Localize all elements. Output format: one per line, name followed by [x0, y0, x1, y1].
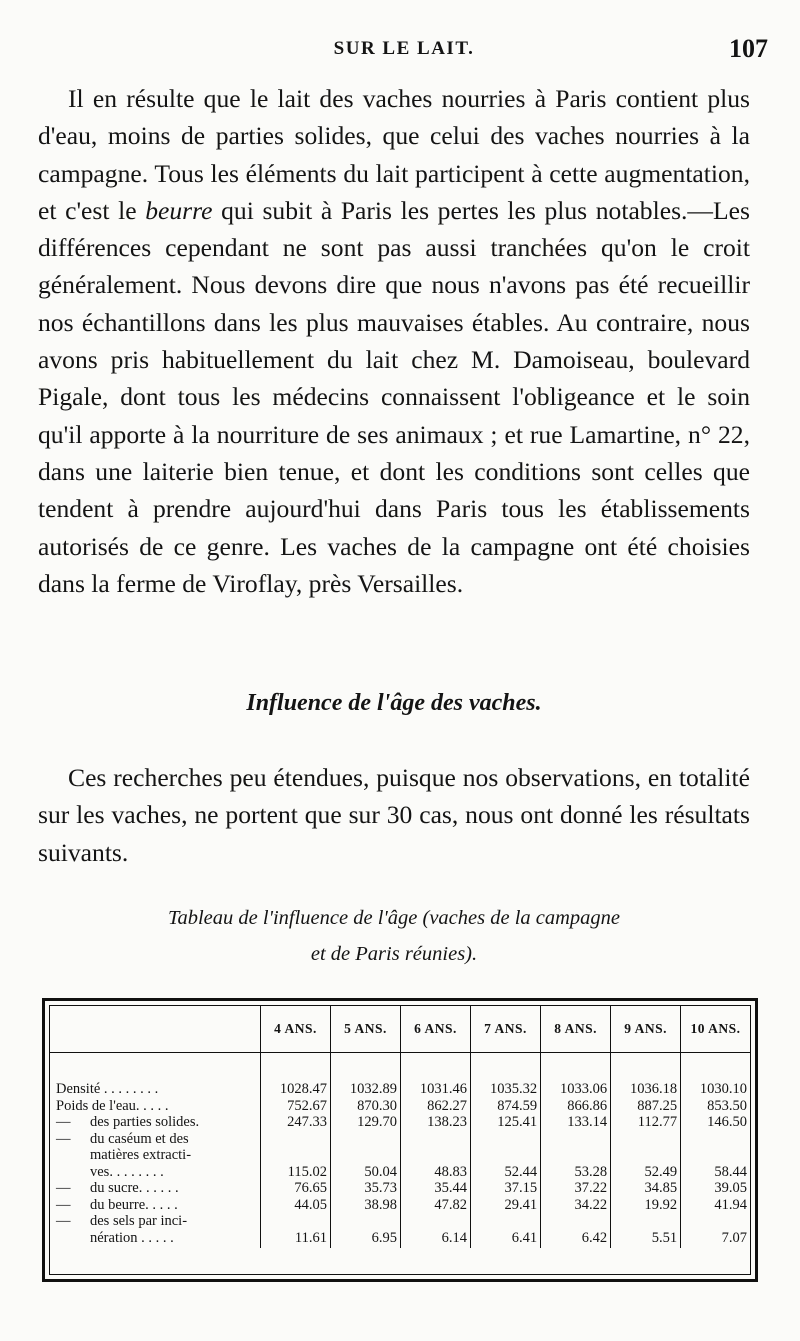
row-label-text: des parties solides. — [90, 1114, 200, 1130]
paragraph-text: qui subit à Paris les pertes les plus notables.—Les différences cependant ne sont pas aussi tranchées qu'on le croit généralement. Nous devons dire que nous n'avons pas été recueillir nos échantillons dans les plus mauvaises étables. Au contraire, nous avons pris habituellement du lait chez M. Damoiseau, boulevard Pigale, dont tous les médecins connaissent l'obligeance et le soin qu'il apporte à la nourriture de ses animaux ; et rue Lamartine, n° 22, dans une laiterie bien tenue, et dont les conditions sont celles que tendent à prendre aujourd'hui dans Paris tous les établissements autorisés de ce genre. Les vaches de la campagne ont été choisies dans la ferme de Viroflay, près Versailles. — [38, 195, 750, 598]
table-cell: 862.27 — [401, 1098, 471, 1115]
table-cell: 37.22 — [541, 1180, 611, 1197]
table-cell: 34.22 — [541, 1197, 611, 1214]
section-heading: Influence de l'âge des vaches. — [246, 690, 542, 716]
table-cell: 35.73 — [331, 1180, 401, 1197]
table-cell: 5.51 — [611, 1213, 681, 1248]
table-cell: 6.42 — [541, 1213, 611, 1248]
table-cell: 39.05 — [681, 1180, 750, 1197]
row-label-text: ves. . . . . . . . — [90, 1163, 164, 1180]
table-cell: 1036.18 — [611, 1081, 681, 1098]
table-cell: 752.67 — [261, 1098, 331, 1115]
paragraph-text: Il en résulte que le lait des vaches nourries à Paris contient plus d'eau, moins de parties solides, que celui des vaches nourries à la campagne. Tous les éléments du lait participent à cette augmentation, et c'est le — [38, 84, 750, 225]
table-cell: 874.59 — [471, 1098, 541, 1115]
row-label-text: nération . . . . . — [90, 1229, 174, 1246]
table-cell: 1031.46 — [401, 1081, 471, 1098]
table-caption-line: et de Paris réunies). — [310, 943, 478, 965]
table-spacer-row — [50, 1053, 750, 1082]
table-cell: 6.14 — [401, 1213, 471, 1248]
table-cell: 7.07 — [681, 1213, 750, 1248]
table-cell: 247.33 — [261, 1114, 331, 1131]
row-label-text: du beurre. . . . . — [90, 1196, 178, 1213]
table-cell: 129.70 — [331, 1114, 401, 1131]
row-dash: — — [56, 1196, 71, 1213]
table-row-sels — [50, 1213, 750, 1248]
row-dash: — — [56, 1130, 71, 1147]
row-label — [50, 1213, 261, 1248]
age-influence-table — [50, 1006, 750, 1248]
table-cell: 870.30 — [331, 1098, 401, 1115]
paragraph-recherches: Ces recherches peu étendues, puisque nos observations, en totalité sur les vaches, ne portent que sur 30 cas, nous ont donné les résultats suivants. — [38, 763, 750, 867]
table-cell: 35.44 — [401, 1180, 471, 1197]
table-caption-line: Tableau de l'influence de l'âge (vaches de la campagne — [167, 907, 621, 929]
table-cell: 146.50 — [681, 1114, 750, 1131]
table-cell: 1033.06 — [541, 1081, 611, 1098]
row-dash: — — [56, 1114, 71, 1130]
table-inner-border — [49, 1005, 751, 1275]
table-row-caseum — [50, 1131, 750, 1181]
header-cell: 8 ANS. — [541, 1006, 611, 1053]
table-cell: 41.94 — [681, 1197, 750, 1214]
header-cell: 6 ANS. — [401, 1006, 471, 1053]
table-cell: 52.49 — [611, 1131, 681, 1181]
table-frame — [42, 998, 758, 1282]
row-label-text: du caséum et des — [90, 1130, 189, 1147]
table-row-sucre — [50, 1180, 750, 1197]
table-cell: 853.50 — [681, 1098, 750, 1115]
table-cell: 52.44 — [471, 1131, 541, 1181]
table-row-solides — [50, 1114, 750, 1131]
running-title: SUR LE LAIT. — [333, 38, 475, 59]
header-cell: 5 ANS. — [331, 1006, 401, 1053]
table-cell: 115.02 — [261, 1131, 331, 1181]
row-label-text: du sucre. . . . . . — [90, 1180, 179, 1196]
table-cell: 76.65 — [261, 1180, 331, 1197]
row-label — [50, 1197, 261, 1214]
table-cell: 1032.89 — [331, 1081, 401, 1098]
table-cell: 38.98 — [331, 1197, 401, 1214]
table-cell: 6.41 — [471, 1213, 541, 1248]
table-caption — [38, 900, 750, 972]
table-cell: 1030.10 — [681, 1081, 750, 1098]
row-label-text: matières extracti- — [90, 1147, 192, 1163]
table-cell: 47.82 — [401, 1197, 471, 1214]
page-number: 107 — [729, 34, 768, 63]
row-label: Densité . . . . . . . . — [56, 1081, 159, 1097]
row-label-text: des sels par inci- — [90, 1213, 188, 1229]
table-cell: 48.83 — [401, 1131, 471, 1181]
header-cell-empty — [50, 1006, 261, 1053]
row-dash: — — [56, 1213, 71, 1229]
table-cell: 112.77 — [611, 1114, 681, 1131]
row-dash: — — [56, 1180, 71, 1196]
table-cell: 34.85 — [611, 1180, 681, 1197]
paragraph-lait-paris — [38, 80, 750, 602]
header-cell: 4 ANS. — [261, 1006, 331, 1053]
table-cell: 6.95 — [331, 1213, 401, 1248]
table-cell: 1028.47 — [261, 1081, 331, 1098]
table-cell: 866.86 — [541, 1098, 611, 1115]
table-cell: 1035.32 — [471, 1081, 541, 1098]
header-cell: 7 ANS. — [471, 1006, 541, 1053]
table-cell: 887.25 — [611, 1098, 681, 1115]
table-cell: 125.41 — [471, 1114, 541, 1131]
table-cell: 29.41 — [471, 1197, 541, 1214]
table-cell: 44.05 — [261, 1197, 331, 1214]
table-cell: 58.44 — [681, 1131, 750, 1181]
table-cell: 19.92 — [611, 1197, 681, 1214]
row-label — [50, 1131, 261, 1181]
header-cell: 9 ANS. — [611, 1006, 681, 1053]
table-cell: 138.23 — [401, 1114, 471, 1131]
row-label — [50, 1114, 261, 1131]
table-row-densite — [50, 1081, 750, 1098]
table-header-row — [50, 1006, 750, 1053]
row-label — [50, 1180, 261, 1197]
table-cell: 37.15 — [471, 1180, 541, 1197]
emphasis-beurre: beurre — [145, 195, 213, 225]
table-cell: 50.04 — [331, 1131, 401, 1181]
header-cell: 10 ANS. — [681, 1006, 750, 1053]
table-cell: 133.14 — [541, 1114, 611, 1131]
table-row-beurre — [50, 1197, 750, 1214]
table-cell: 11.61 — [261, 1213, 331, 1248]
running-head — [40, 34, 768, 66]
table-cell: 53.28 — [541, 1131, 611, 1181]
row-label: Poids de l'eau. . . . . — [56, 1097, 169, 1114]
table-row-eau — [50, 1098, 750, 1115]
